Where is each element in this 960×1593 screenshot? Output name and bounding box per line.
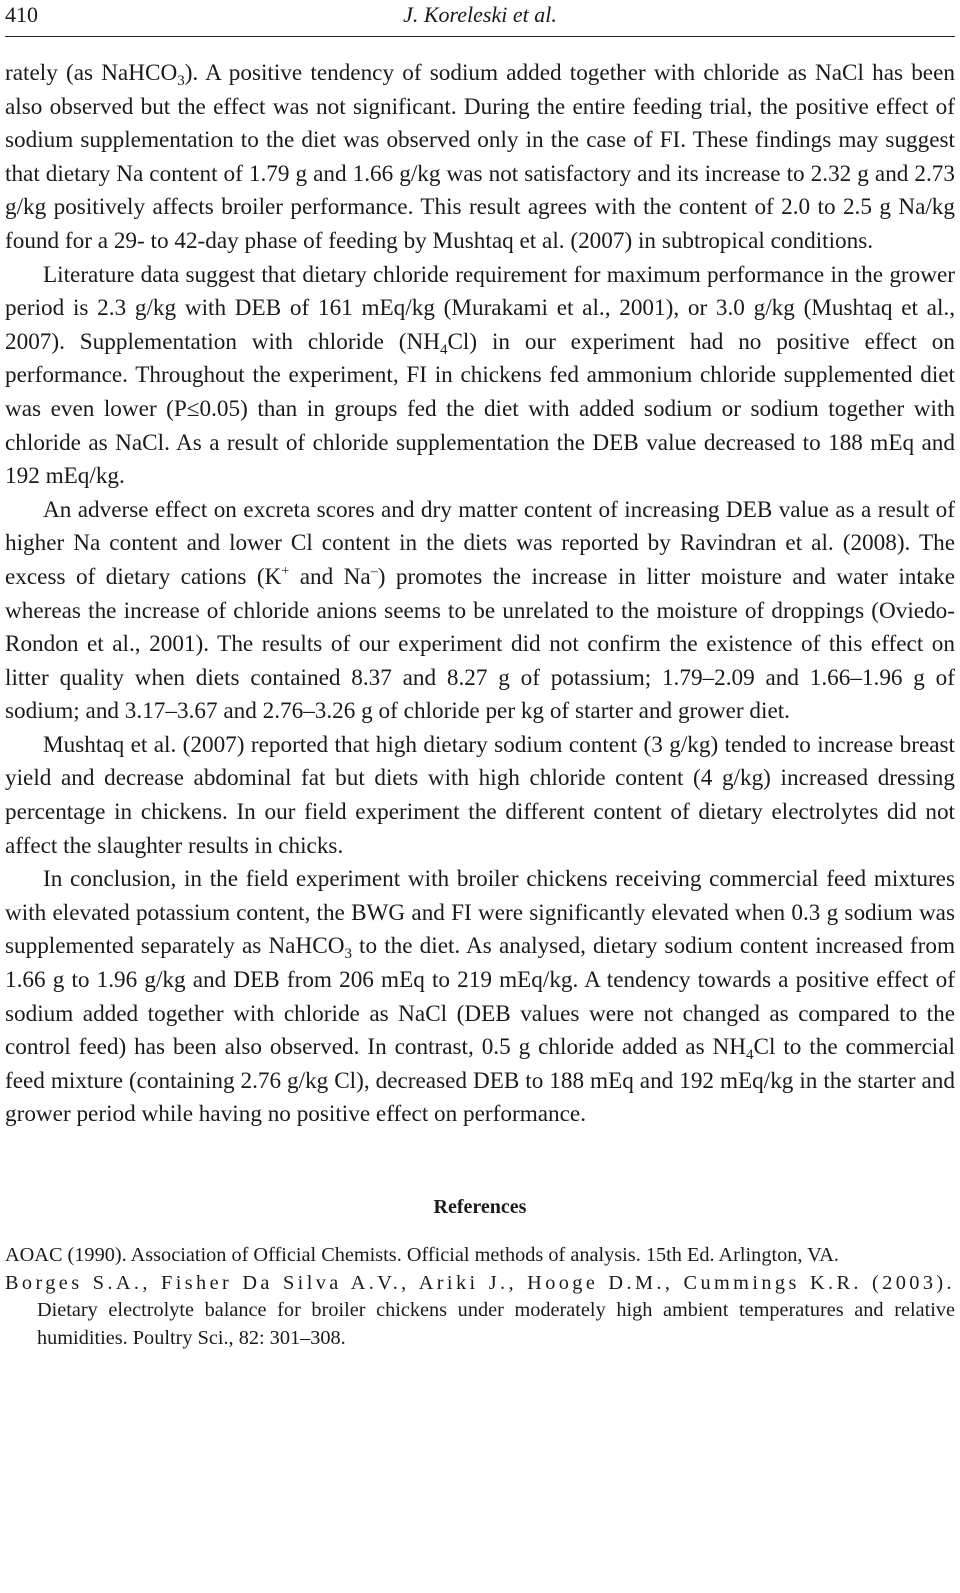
text-run: Cl to the commercial feed mixture (containing 2.76 g/kg Cl), decreased DEB to 188 mEq and 192 mEq/kg in the starter and grower period while having no positive effect on performance.: [5, 1034, 955, 1128]
text-run: and Na: [289, 563, 371, 590]
subscript: 3: [344, 946, 352, 963]
running-head: [5, 0, 955, 37]
text-run: Cl) in our experiment had no positive effect on performance. Throughout the experiment, FI in chickens fed ammonium chloride supplemented diet was even lower (P≤0.05) than in groups fed the diet with added sodium or sodium together with chloride as NaCl. As a result of chloride supplementation the DEB value decreased to 188 mEq and 192 mEq/kg.: [5, 328, 955, 490]
reference-borges: [5, 1270, 955, 1353]
paragraph-4: Mushtaq et al. (2007) reported that high dietary sodium content (3 g/kg) tended to increase breast yield and decrease abdominal fat but diets with high chloride content (4 g/kg) increased dressing percentage in chickens. In our field experiment the different content of dietary electrolytes did not affect the slaughter results in chicks.: [5, 731, 955, 859]
reference-authors: Borges S.A., Fisher Da Silva A.V., Ariki J., Hooge D.M., Cummings K.R. (2003).: [5, 1271, 955, 1294]
subscript: 4: [746, 1047, 754, 1064]
paragraph-1: [5, 57, 955, 259]
paragraph-5: [5, 863, 955, 1132]
reference-aoac: AOAC (1990). Association of Official Chemists. Official methods of analysis. 15th Ed. Arlington, VA.: [5, 1244, 839, 1266]
paragraph-3: [5, 494, 955, 729]
body-text: [5, 57, 955, 1132]
text-run: In conclusion, in the field experiment with broiler chickens receiving commercial feed mixtures with elevated potassium content, the BWG and FI were significantly elevated when 0.3 g sodium was supplemented separately as NaHCO: [5, 866, 955, 960]
subscript: 4: [439, 341, 448, 358]
reference-details: Dietary electrolyte balance for broiler chickens under moderately high ambient temperatures and relative humidities. Poultry Sci., 82: 301–308.: [37, 1299, 955, 1349]
references-list: [5, 1242, 955, 1352]
text-run: An adverse effect on excreta scores and dry matter content of increasing DEB value as a result of higher Na content and lower Cl content in the diets was reported by Ravindran et al. (2008). The excess of dietary cations (K: [5, 496, 955, 590]
text-run: ) promotes the increase in litter moisture and water intake whereas the increase of chloride anions seems to be unrelated to the moisture of droppings (Oviedo-Rondon et al., 2001). The results of our experiment did not confirm the existence of this effect on litter quality when diets contained 8.37 and 8.27 g of potassium; 1.79–2.09 and 1.66–1.96 g of sodium; and 3.17–3.67 and 2.76–3.26 g of chloride per kg of starter and grower diet.: [5, 563, 955, 725]
subscript: 3: [177, 73, 185, 89]
text-run: to the diet. As analysed, dietary sodium content increased from 1.66 g to 1.96 g/kg and DEB from 206 mEq to 219 mEq/kg. A tendency towards a positive effect of sodium added together with chloride as NaCl (DEB values were not changed as compared to the control feed) has been also observed. In contrast, 0.5 g chloride added as NH: [5, 933, 955, 1061]
page: [5, 0, 955, 1352]
paragraph-2: [5, 259, 955, 494]
text-run: rately (as NaHCO: [5, 60, 178, 86]
text-run: Literature data suggest that dietary chloride requirement for maximum performance in the grower period is 2.3 g/kg with DEB of 161 mEq/kg (Murakami et al., 2001), or 3.0 g/kg (Mushtaq et al., 2007). Supplementation with chloride (NH: [5, 261, 955, 355]
superscript: –: [370, 563, 378, 579]
page-number: 410: [5, 2, 38, 27]
references-heading: References: [433, 1196, 527, 1218]
running-title: J. Koreleski et al.: [403, 2, 557, 27]
text-run: ). A positive tendency of sodium added together with chloride as NaCl has been also observed but the effect was not significant. During the entire feeding trial, the positive effect of sodium supplementation to the diet was observed only in the case of FI. These findings may suggest that dietary Na content of 1.79 g and 1.66 g/kg was not satisfactory and its increase to 2.32 g and 2.73 g/kg positively affects broiler performance. This result agrees with the content of 2.0 to 2.5 g Na/kg found for a 29- to 42-day phase of feeding by Mushtaq et al. (2007) in subtropical conditions.: [5, 60, 955, 254]
superscript: +: [281, 563, 290, 579]
